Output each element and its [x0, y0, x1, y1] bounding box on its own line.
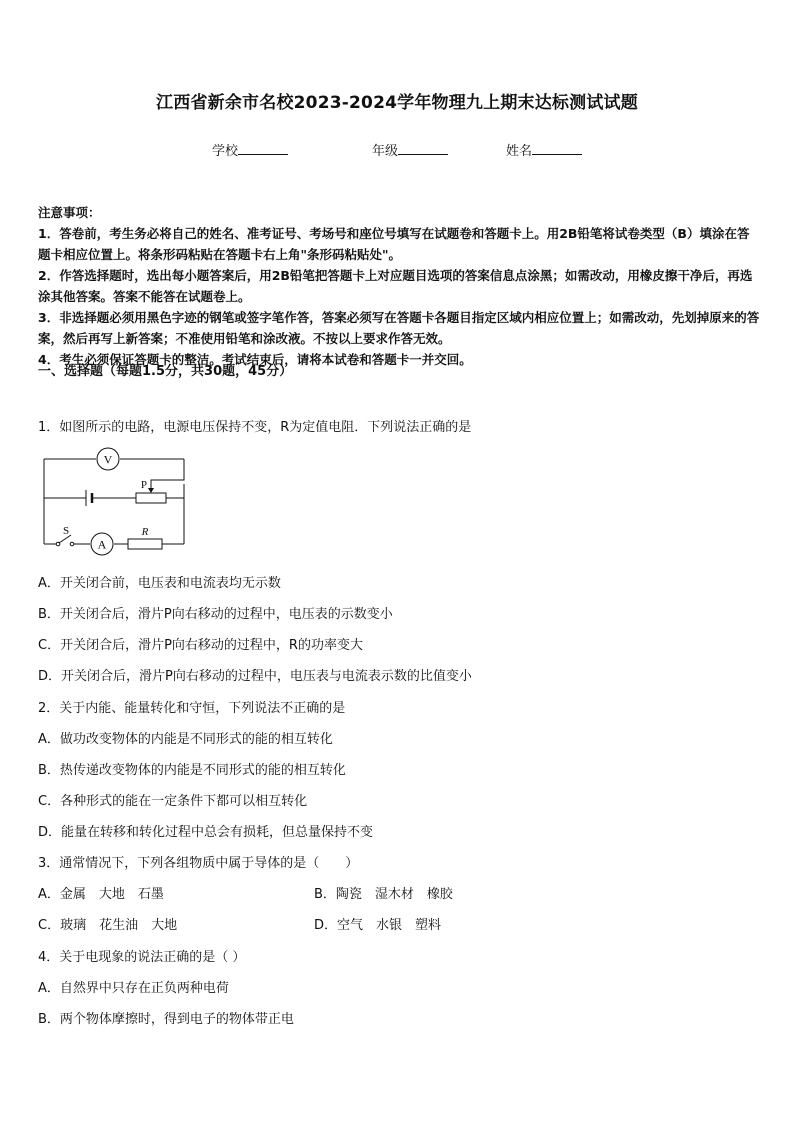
option-a[interactable]: A．开关闭合前，电压表和电流表均无示数	[38, 576, 281, 591]
school-label: 学校	[212, 144, 239, 159]
notes-header: 注意事项：	[38, 205, 101, 220]
school-blank[interactable]	[238, 140, 288, 155]
question-stem: 3．通常情况下，下列各组物质中属于导体的是（ ）	[38, 856, 359, 871]
grade-field[interactable]	[372, 140, 448, 159]
note-item: 3．非选择题必须用黑色字迹的钢笔或签字笔作答，答案必须写在答题卡各题目指定区域内相应位置上；如需改动，先划掉原来的答案，然后再写上新答案；不准使用铅笔和涂改液。不按以上要求作答无效。	[38, 310, 760, 346]
option-a[interactable]: A．自然界中只存在正负两种电荷	[38, 981, 229, 996]
option-a[interactable]: A．金属 大地 石墨	[38, 887, 164, 902]
option-d[interactable]: D．开关闭合后，滑片P向右移动的过程中，电压表与电流表示数的比值变小	[38, 669, 472, 684]
switch-icon	[56, 525, 74, 546]
ammeter-icon	[91, 533, 113, 555]
page-title: 江西省新余市名校2023-2024学年物理九上期末达标测试试题	[156, 93, 638, 113]
option-b[interactable]: B．开关闭合后，滑片P向右移动的过程中，电压表的示数变小	[38, 607, 393, 622]
circuit-diagram	[38, 446, 198, 558]
option-a[interactable]: A．做功改变物体的内能是不同形式的能的相互转化	[38, 732, 333, 747]
option-b[interactable]: B．热传递改变物体的内能是不同形式的能的相互转化	[38, 763, 346, 778]
grade-label: 年级	[372, 144, 399, 159]
option-c[interactable]: C．各种形式的能在一定条件下都可以相互转化	[38, 794, 308, 809]
rheostat-icon	[136, 476, 184, 503]
notes-block	[38, 202, 760, 370]
option-b[interactable]: B．陶瓷 湿木材 橡胶	[314, 887, 453, 902]
resistor-icon	[128, 526, 162, 549]
voltmeter-icon	[97, 448, 119, 470]
switch-label: S	[62, 525, 70, 537]
ammeter-label: A	[97, 537, 107, 552]
option-c[interactable]: C．开关闭合后，滑片P向右移动的过程中，R的功率变大	[38, 638, 363, 653]
student-info-row	[0, 140, 794, 160]
question-stem: 4．关于电现象的说法正确的是（ ）	[38, 950, 246, 965]
question-stem: 2．关于内能、能量转化和守恒，下列说法不正确的是	[38, 701, 346, 716]
note-item: 4．考生必须保证答题卡的整洁。考试结束后，请将本试卷和答题卡一并交回。	[38, 352, 472, 367]
note-item: 1．答卷前，考生务必将自己的姓名、准考证号、考场号和座位号填写在试题卷和答题卡上。用2B铅笔将试卷类型（B）填涂在答题卡相应位置上。将条形码粘贴在答题卡右上角"条形码粘贴处"。	[38, 226, 750, 262]
battery-icon	[86, 490, 92, 506]
voltmeter-label: V	[103, 452, 113, 467]
option-d[interactable]: D．空气 水银 塑料	[314, 918, 442, 933]
slider-label: P	[140, 479, 147, 491]
option-d[interactable]: D．能量在转移和转化过程中总会有损耗，但总量保持不变	[38, 825, 374, 840]
section-heading: 一、选择题（每题1.5分，共30题，45分）	[38, 364, 293, 379]
school-field[interactable]	[212, 140, 288, 159]
name-field[interactable]	[506, 140, 582, 159]
option-b[interactable]: B．两个物体摩擦时，得到电子的物体带正电	[38, 1012, 294, 1027]
name-label: 姓名	[506, 144, 533, 159]
question-stem: 1．如图所示的电路，电源电压保持不变，R为定值电阻．下列说法正确的是	[38, 420, 472, 435]
resistor-label: R	[141, 526, 149, 538]
grade-blank[interactable]	[398, 140, 448, 155]
name-blank[interactable]	[532, 140, 582, 155]
note-item: 2．作答选择题时，选出每小题答案后，用2B铅笔把答题卡上对应题目选项的答案信息点涂黑；如需改动，用橡皮擦干净后，再选涂其他答案。答案不能答在试题卷上。	[38, 268, 753, 304]
option-c[interactable]: C．玻璃 花生油 大地	[38, 918, 178, 933]
